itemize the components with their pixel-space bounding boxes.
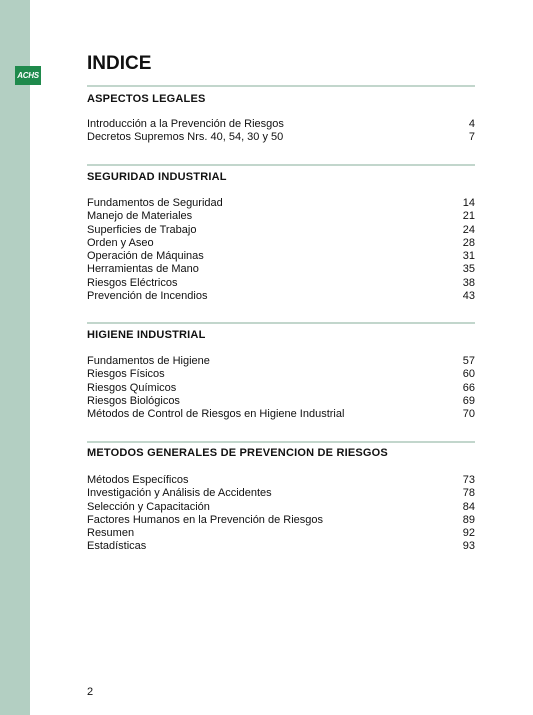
toc-entry-page: 73 (462, 474, 475, 486)
toc-entry[interactable] (87, 210, 475, 223)
toc-entry[interactable] (87, 395, 475, 408)
toc-entry[interactable] (87, 263, 475, 276)
toc-entry-label: Introducción a la Prevención de Riesgos (87, 118, 284, 130)
section-entries-higiene-industrial (87, 355, 475, 421)
section-heading-metodos-generales: METODOS GENERALES DE PREVENCION DE RIESGOS (87, 447, 388, 459)
toc-entry-label: Estadísticas (87, 540, 147, 553)
toc-entry-label: Riesgos Químicos (87, 381, 177, 394)
toc-entry-label: Riesgos Físicos (87, 368, 165, 381)
achs-logo: ACHS (15, 66, 41, 85)
toc-entry-page: 57 (462, 355, 475, 367)
toc-entry-label: Decretos Supremos Nrs. 40, 54, 30 y 50 (87, 131, 284, 144)
toc-entry[interactable] (87, 131, 475, 144)
toc-entry-page: 4 (468, 118, 475, 130)
toc-entry-page: 78 (462, 487, 475, 500)
section-entries-metodos-generales (87, 474, 475, 554)
toc-entry-label: Investigación y Análisis de Accidentes (87, 487, 272, 500)
section-entries-aspectos-legales (87, 118, 475, 145)
section-entries-seguridad-industrial (87, 197, 475, 303)
toc-entry-label: Riesgos Biológicos (87, 394, 180, 407)
toc-entry[interactable] (87, 197, 475, 210)
divider-rule (87, 164, 475, 166)
toc-entry-page: 35 (462, 263, 475, 276)
side-color-band (0, 0, 30, 715)
toc-entry-page: 66 (462, 381, 475, 394)
toc-entry-label: Selección y Capacitación (87, 500, 210, 513)
toc-entry-label: Métodos de Control de Riesgos en Higiene Industrial (87, 408, 345, 421)
toc-entry[interactable] (87, 501, 475, 514)
toc-entry[interactable] (87, 540, 475, 553)
toc-entry-label: Resumen (87, 527, 135, 540)
toc-entry-page: 92 (462, 527, 475, 540)
toc-entry-page: 89 (462, 513, 475, 526)
toc-entry-page: 60 (462, 368, 475, 381)
toc-entry[interactable] (87, 474, 475, 487)
toc-entry-page: 7 (468, 131, 475, 144)
toc-entry-page: 84 (462, 500, 475, 513)
toc-entry[interactable] (87, 527, 475, 540)
toc-entry[interactable] (87, 224, 475, 237)
toc-entry-page: 28 (462, 236, 475, 249)
toc-entry[interactable] (87, 514, 475, 527)
toc-entry-label: Herramientas de Mano (87, 263, 199, 276)
section-heading-higiene-industrial: HIGIENE INDUSTRIAL (87, 329, 206, 341)
toc-entry[interactable] (87, 368, 475, 381)
divider-rule (87, 441, 475, 443)
toc-entry[interactable] (87, 355, 475, 368)
toc-entry-page: 21 (462, 210, 475, 223)
page-number: 2 (87, 686, 94, 698)
toc-entry-page: 70 (462, 408, 475, 421)
toc-entry-label: Fundamentos de Higiene (87, 355, 210, 367)
toc-entry[interactable] (87, 118, 475, 131)
toc-entry[interactable] (87, 250, 475, 263)
toc-entry[interactable] (87, 408, 475, 421)
toc-entry-page: 38 (462, 276, 475, 289)
divider-rule (87, 322, 475, 324)
toc-entry-page: 69 (462, 394, 475, 407)
toc-entry[interactable] (87, 382, 475, 395)
toc-entry-page: 31 (462, 250, 475, 263)
toc-entry-page: 24 (462, 223, 475, 236)
toc-entry-label: Operación de Máquinas (87, 250, 204, 263)
toc-entry[interactable] (87, 237, 475, 250)
toc-entry-label: Orden y Aseo (87, 236, 154, 249)
toc-entry-label: Manejo de Materiales (87, 210, 193, 223)
toc-entry-label: Prevención de Incendios (87, 290, 208, 303)
divider-rule (87, 85, 475, 87)
toc-entry-page: 93 (462, 540, 475, 553)
toc-entry-page: 43 (462, 290, 475, 303)
toc-entry[interactable] (87, 277, 475, 290)
page-title: INDICE (87, 53, 152, 74)
section-heading-seguridad-industrial: SEGURIDAD INDUSTRIAL (87, 171, 227, 183)
toc-entry-label: Riesgos Eléctricos (87, 276, 178, 289)
toc-entry-label: Superficies de Trabajo (87, 223, 197, 236)
toc-entry-label: Factores Humanos en la Prevención de Riesgos (87, 513, 324, 526)
toc-entry[interactable] (87, 290, 475, 303)
toc-entry-page: 14 (462, 197, 475, 209)
toc-entry[interactable] (87, 487, 475, 500)
toc-entry-label: Fundamentos de Seguridad (87, 197, 223, 209)
toc-entry-label: Métodos Específicos (87, 474, 189, 486)
section-heading-aspectos-legales: ASPECTOS LEGALES (87, 93, 206, 105)
